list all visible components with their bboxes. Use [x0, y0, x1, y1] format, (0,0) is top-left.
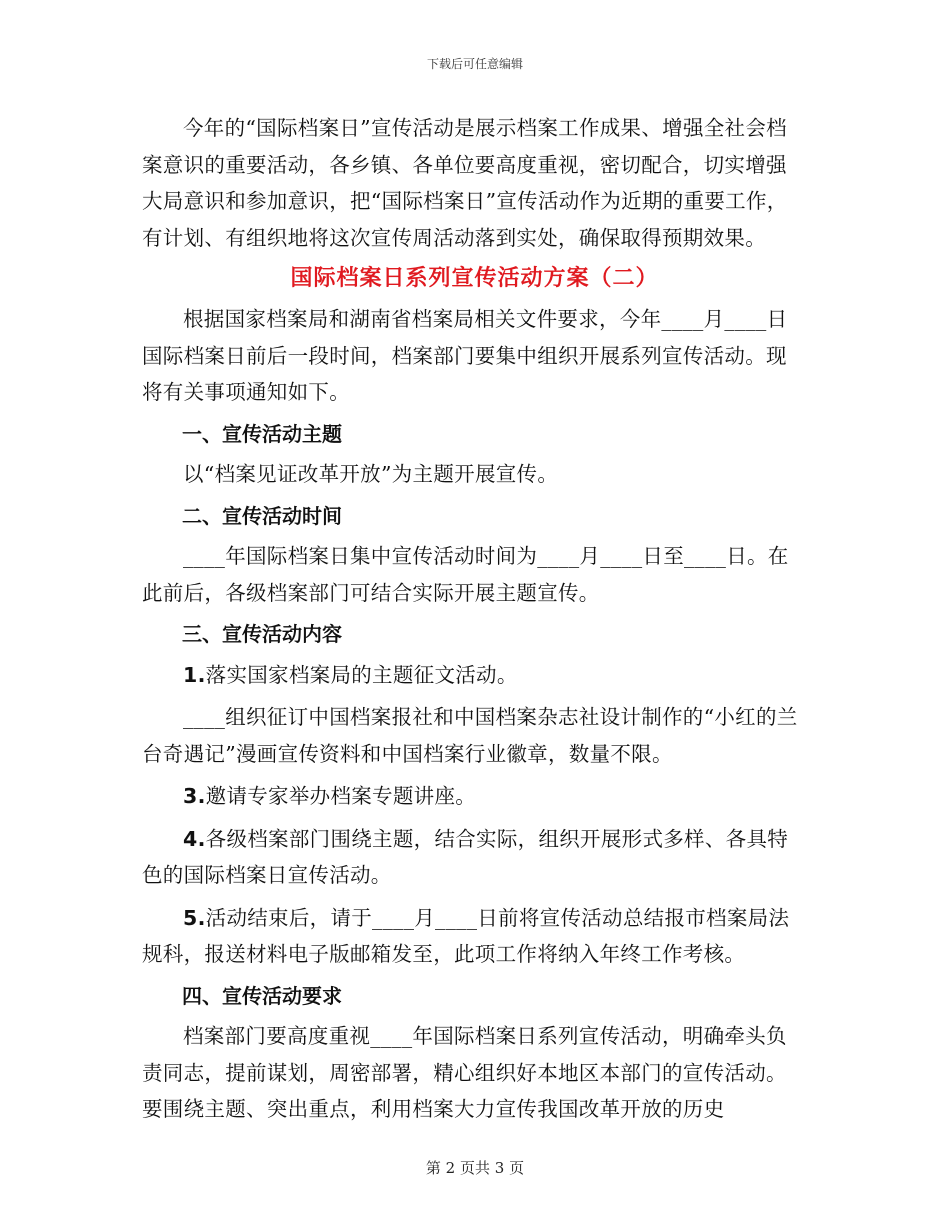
list-item-number: 5.: [183, 905, 206, 930]
section-heading-theme: 一、宣传活动主题: [182, 421, 342, 446]
list-item-text: 各级档案部门围绕主题，结合实际，组织开展形式多样、各具特色的国际档案日宣传活动。: [142, 826, 789, 887]
list-item-4: [142, 821, 807, 894]
document-body: [142, 110, 807, 1128]
list-item-number: 4.: [183, 826, 206, 851]
section-heading-requirements: 四、宣传活动要求: [182, 983, 342, 1008]
section-heading-time: 二、宣传活动时间: [182, 503, 342, 528]
list-item-text: 落实国家档案局的主题征文活动。: [205, 662, 518, 687]
paragraph-intro: 根据国家档案局和湖南省档案局相关文件要求，今年____月____日国际档案日前后一段时间，档案部门要集中组织开展系列宣传活动。现将有关事项通知如下。: [142, 307, 788, 404]
list-item-text: 邀请专家举办档案专题讲座。: [205, 784, 477, 808]
paragraph-theme: 以“档案见证改革开放”为主题开展宣传。: [183, 462, 559, 486]
list-item-number: 1.: [183, 662, 206, 687]
list-item-1: [142, 657, 807, 694]
document-title: 国际档案日系列宣传活动方案（二）: [290, 266, 659, 291]
paragraph-time: ____年国际档案日集中宣传活动时间为____月____日至____日。在此前后，各级档案部门可结合实际开展主题宣传。: [142, 544, 789, 605]
section-heading-content: 三、宣传活动内容: [182, 622, 342, 646]
list-item-3: [142, 778, 807, 815]
page-header: 下载后可任意编辑: [426, 57, 523, 71]
paragraph-closing: 今年的“国际档案日”宣传活动是展示档案工作成果、增强全社会档案意识的重要活动，各乡镇、各单位要高度重视，密切配合，切实增强大局意识和参加意识，把“国际档案日”宣传活动作为近期的重要工作，有计划、有组织地将这次宣传周活动落到实处，确保取得预期效果。: [142, 116, 788, 250]
list-item-text: 活动结束后，请于____月____日前将宣传活动总结报市档案局法规科，报送材料电子版邮箱发至，此项工作将纳入年终工作考核。: [142, 905, 790, 966]
list-item-number: 3.: [183, 784, 206, 808]
list-item-2: ____组织征订中国档案报社和中国档案杂志社设计制作的“小红的兰台奇遇记”漫画宣传资料和中国档案行业徽章，数量不限。: [142, 705, 798, 766]
list-item-5: [142, 900, 807, 973]
paragraph-requirements: 档案部门要高度重视____年国际档案日系列宣传活动，明确牵头负责同志，提前谋划，周密部署，精心组织好本地区本部门的宣传活动。要围绕主题、突出重点，利用档案大力宣传我国改革开放的历史: [142, 1024, 787, 1121]
page-footer: 第 2 页共 3 页: [425, 1159, 525, 1177]
